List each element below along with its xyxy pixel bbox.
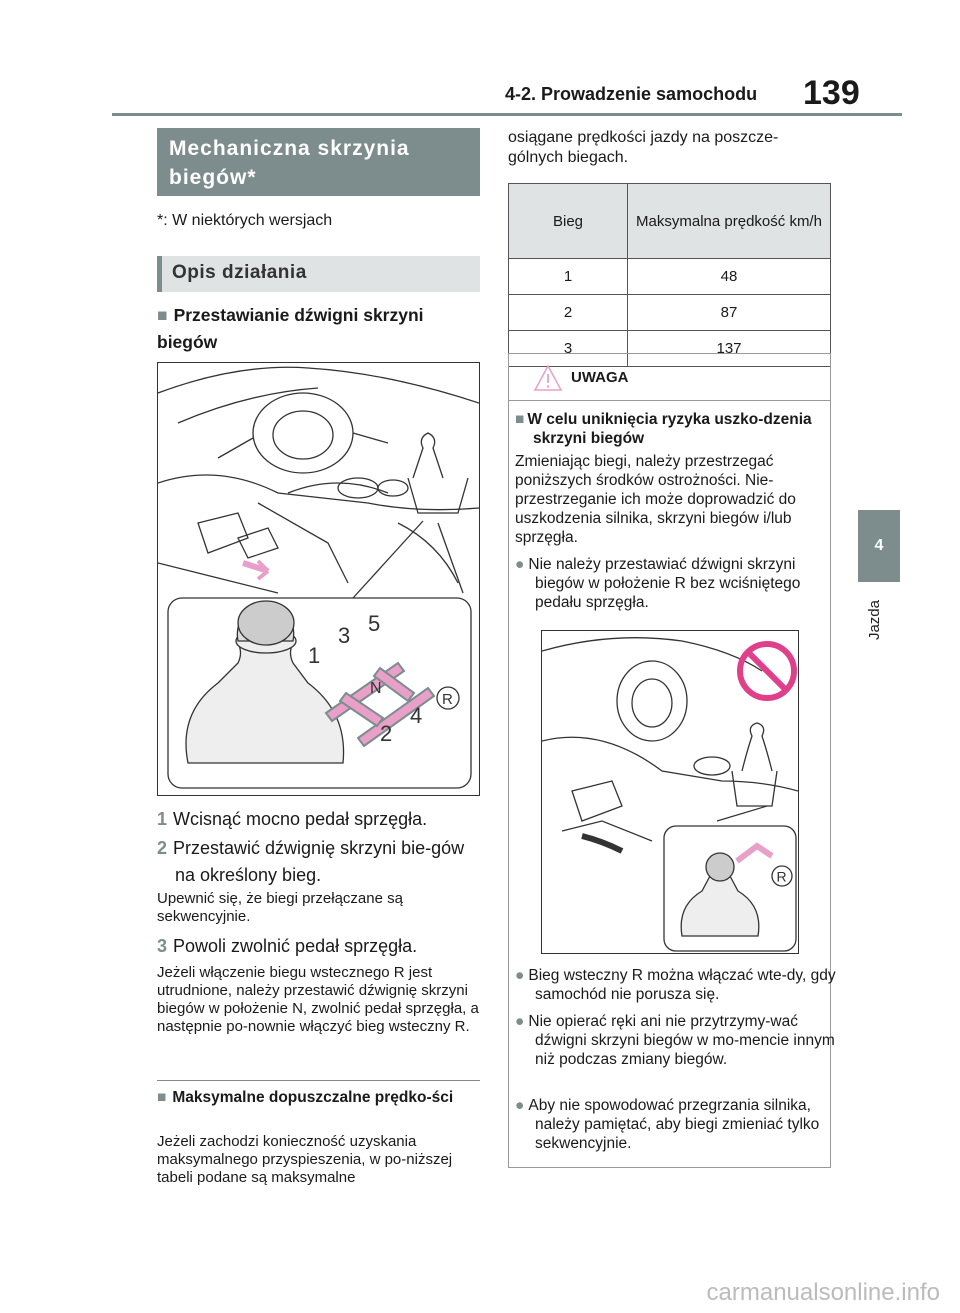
max-speed-text: Jeżeli zachodzi konieczność uzyskania maksymalnego przyspieszenia, w po-niższej tabeli podane są maksymalne xyxy=(157,1133,453,1186)
table-row: 1 48 xyxy=(509,259,831,295)
table-row: 2 87 xyxy=(509,295,831,331)
prohibited-reverse-drawing xyxy=(542,631,798,953)
header-rule xyxy=(112,113,902,116)
step-2-note: Upewnić się, że biegi przełączane są sekwencyjnie. xyxy=(157,890,403,925)
section-title: Mechaniczna skrzynia biegów* xyxy=(157,128,480,196)
caution-heading: ■ W celu uniknięcia ryzyka uszko-dzenia skrzyni biegów xyxy=(515,411,812,447)
chapter-label: Jazda xyxy=(866,600,883,641)
table-header-speed: Maksymalna prędkość km/h xyxy=(628,184,831,259)
bullet-dot-icon: ● xyxy=(515,967,525,984)
max-speed-heading: ■ Maksymalne dopuszczalne prędko-ści xyxy=(157,1089,454,1106)
square-bullet-icon: ■ xyxy=(515,411,525,428)
bullet-dot-icon: ● xyxy=(515,556,525,573)
caution-header xyxy=(509,354,830,401)
dashboard-drawing xyxy=(158,363,479,795)
bullet-dot-icon: ● xyxy=(515,1097,525,1114)
gear-label-1: 1 xyxy=(308,643,321,668)
divider xyxy=(157,1080,480,1081)
gearshift-illustration xyxy=(157,362,480,796)
diagram-label-r: R xyxy=(776,868,787,885)
caution-box xyxy=(508,353,836,1168)
gear-label-5: 5 xyxy=(368,611,381,636)
prohibited-reverse-illustration xyxy=(541,630,799,954)
caution-bullet-2: ● Bieg wsteczny R można włączać wte-dy, gdy samochód nie porusza się. xyxy=(515,967,836,1003)
page-number: 139 xyxy=(803,74,860,112)
column2-intro: osiągane prędkości jazdy na poszcze-gólnych biegach. xyxy=(508,129,779,166)
gear-label-n: N xyxy=(370,680,382,697)
caution-title: UWAGA xyxy=(571,369,629,386)
running-header-title: 4-2. Prowadzenie samochodu xyxy=(505,84,758,104)
square-bullet-icon: ■ xyxy=(157,1089,167,1106)
chapter-tab: 4 xyxy=(858,510,900,582)
gear-label-3: 3 xyxy=(338,623,351,648)
table-header-gear: Bieg xyxy=(509,184,628,259)
watermark: carmanualsonline.info xyxy=(706,1279,940,1306)
gear-label-4: 4 xyxy=(410,703,423,728)
table-row: 3 137 xyxy=(509,331,831,367)
table-header-row xyxy=(509,184,831,259)
square-bullet-icon: ■ xyxy=(157,305,168,325)
footnote: *: W niektórych wersjach xyxy=(157,212,333,229)
step-1: 1 Wcisnąć mocno pedał sprzęgła. xyxy=(157,809,428,829)
caution-bullet-4: ● Aby nie spowodować przegrzania silnika, należy pamiętać, aby biegi zmieniać tylko sekwencyjnie. xyxy=(515,1097,820,1152)
gear-label-2: 2 xyxy=(380,721,393,746)
subsection-title: Opis działania xyxy=(157,256,480,292)
step-2: 2 Przestawić dźwignię skrzyni bie-gów na określony bieg. xyxy=(157,838,465,885)
shift-heading: ■ Przestawianie dźwigni skrzyni biegów xyxy=(157,305,424,352)
step-3: 3 Powoli zwolnić pedał sprzęgła. xyxy=(157,936,418,956)
speed-table xyxy=(508,183,831,367)
step-3-note: Jeżeli włączenie biegu wstecznego R jest utrudnione, należy przestawić dźwignię skrzyni biegów w położenie N, zwolnić pedał sprzęgła, a następnie po-nownie włączyć bieg wsteczny R. xyxy=(157,964,479,1035)
caution-bullet-3: ● Nie opierać ręki ani nie przytrzymy-wać dźwigni skrzyni biegów w mo-mencie innym niż podczas zmiany biegów. xyxy=(515,1013,835,1068)
gear-label-r: R xyxy=(442,691,453,708)
bullet-dot-icon: ● xyxy=(515,1013,525,1030)
caution-bullet-1: ● Nie należy przestawiać dźwigni skrzyni biegów w położenie R bez wciśniętego pedału sprzęgła. xyxy=(515,556,801,611)
caution-intro: Zmieniając biegi, należy przestrzegać poniższych środków ostrożności. Nie-przestrzeganie ich może doprowadzić do uszkodzenia silnika, skrzyni biegów i/lub sprzęgła. xyxy=(515,453,796,546)
warning-triangle-icon xyxy=(533,364,563,392)
